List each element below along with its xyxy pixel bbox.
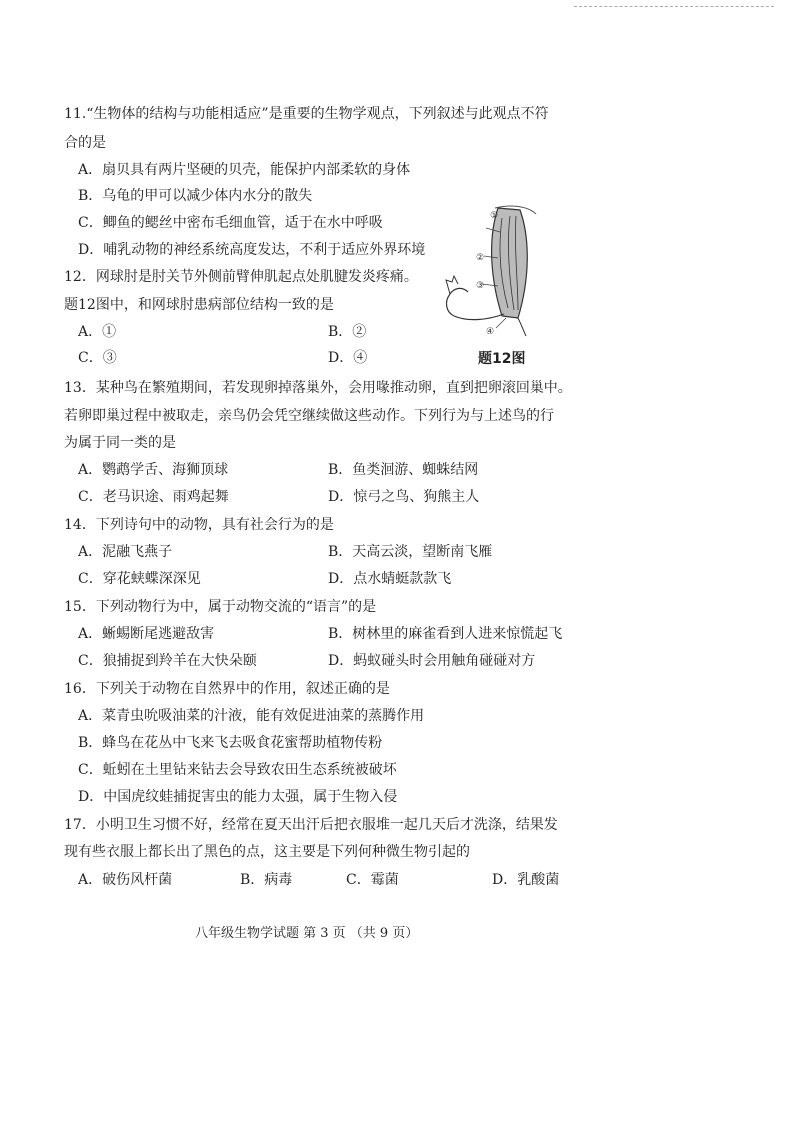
question-13-option-d: D．惊弓之鸟、狗熊主人: [328, 489, 480, 505]
question-17-stem-line2: 现有些衣服上都长出了黑色的点，这主要是下列何种微生物引起的: [64, 844, 470, 860]
question-13-stem-line2: 若卵即巢过程中被取走，亲鸟仍会凭空继续做这些动作。下列行为与上述鸟的行: [64, 408, 554, 424]
arm-muscle-drawing: [440, 198, 540, 338]
page-footer: 八年级生物学试题 第 3 页 （共 9 页）: [195, 926, 419, 941]
question-17-option-d: D．乳酸菌: [492, 872, 560, 888]
question-11-option-a: A．扇贝具有两片坚硬的贝壳，能保护内部柔软的身体: [78, 162, 411, 178]
question-17-option-b: B．病毒: [240, 872, 293, 888]
question-17-option-a: A．破伤风杆菌: [78, 872, 173, 888]
question-12-stem-line2: 题12图中，和网球肘患病部位结构一致的是: [64, 297, 334, 313]
question-11-option-c: C．鲫鱼的鳃丝中密布毛细血管，适于在水中呼吸: [78, 215, 383, 231]
figure-caption: 题12图: [478, 351, 526, 367]
question-11-option-b: B．乌龟的甲可以减少体内水分的散失: [78, 188, 313, 204]
question-16-option-a: A．菜青虫吮吸油菜的汁液，能有效促进油菜的蒸腾作用: [78, 708, 425, 724]
question-14-option-d: D．点水蜻蜓款款飞: [328, 571, 452, 587]
question-11: [64, 100, 584, 158]
figure-marker-2: ②: [476, 253, 485, 263]
question-14-stem: 14．下列诗句中的动物，具有社会行为的是: [64, 517, 334, 533]
question-14-option-b: B．天高云淡，望断南飞雁: [328, 544, 493, 560]
question-13-stem-line3: 为属于同一类的是: [64, 435, 176, 451]
question-15-option-c: C．狼捕捉到羚羊在大快朵颐: [78, 653, 257, 669]
question-16-option-b: B．蜂鸟在花丛中飞来飞去吸食花蜜帮助植物传粉: [78, 735, 383, 751]
question-16-option-c: C．蚯蚓在土里钻来钻去会导致农田生态系统被破坏: [78, 762, 397, 778]
scan-edge-line: [574, 6, 774, 7]
question-12-stem-line1: 12．网球肘是肘关节外侧前臂伸肌起点处肌腱发炎疼痛。: [64, 269, 418, 285]
question-11-option-d: D．哺乳动物的神经系统高度发达，不利于适应外界环境: [78, 242, 426, 258]
question-16-stem: 16．下列关于动物在自然界中的作用，叙述正确的是: [64, 681, 390, 697]
question-14-option-c: C．穿花蛱蝶深深见: [78, 571, 201, 587]
question-15-option-a: A．蜥蜴断尾逃避敌害: [78, 626, 215, 642]
question-15-stem: 15．下列动物行为中，属于动物交流的“语言”的是: [64, 599, 377, 615]
question-12-option-b: B．②: [328, 324, 367, 340]
question-15-option-b: B．树林里的麻雀看到人进来惊慌起飞: [328, 626, 563, 642]
question-13-option-a: A．鹦鹉学舌、海狮顶球: [78, 462, 229, 478]
arm-muscle-figure: [440, 198, 540, 338]
question-11-stem-line1: 11.“生物体的结构与功能相适应”是重要的生物学观点，下列叙述与此观点不符: [64, 106, 549, 122]
question-12-option-c: C．③: [78, 350, 117, 366]
question-15-option-d: D．蚂蚁碰头时会用触角碰碰对方: [328, 653, 536, 669]
question-11-stem-line2: 合的是: [64, 135, 106, 151]
question-17-option-c: C．霉菌: [346, 872, 399, 888]
figure-marker-1: ①: [490, 211, 499, 221]
question-13-stem-line1: 13．某种鸟在繁殖期间，若发现卵掉落巢外，会用喙推动卵，直到把卵滚回巢中。: [64, 380, 572, 396]
question-17-stem-line1: 17．小明卫生习惯不好，经常在夏天出汗后把衣服堆一起几天后才洗涤，结果发: [64, 817, 558, 833]
figure-marker-3: ③: [476, 281, 485, 291]
question-13-option-c: C．老马识途、雨鸡起舞: [78, 489, 229, 505]
question-12-option-d: D．④: [328, 350, 368, 366]
question-14-option-a: A．泥融飞燕子: [78, 544, 173, 560]
question-16-option-d: D．中国虎纹蛙捕捉害虫的能力太强，属于生物入侵: [78, 789, 398, 805]
question-13-option-b: B．鱼类洄游、蜘蛛结网: [328, 462, 479, 478]
question-12-option-a: A．①: [78, 324, 117, 340]
figure-marker-4: ④: [486, 327, 495, 337]
